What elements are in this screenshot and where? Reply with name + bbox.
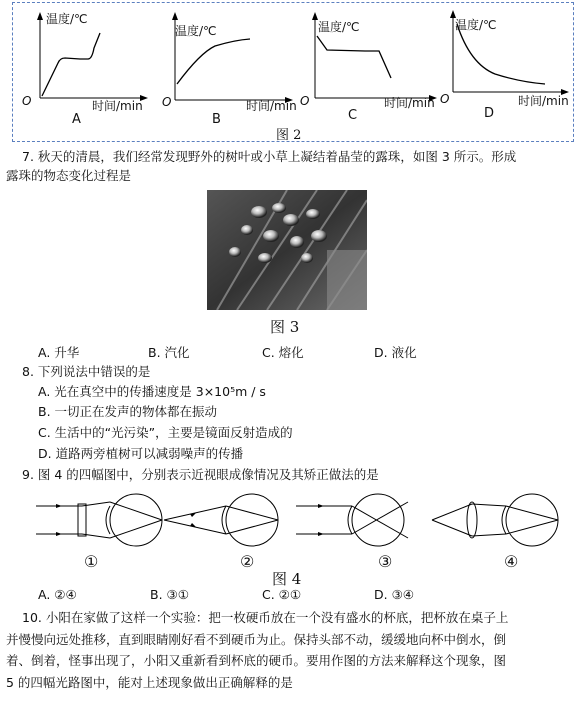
- graph-a-curve: [42, 33, 100, 96]
- figure-2-caption: 图 2: [276, 128, 302, 143]
- q9-option-c: C. ②①: [262, 587, 302, 602]
- graph-b-ylabel: 温度/℃: [175, 24, 217, 38]
- eye-2-lens: [222, 506, 226, 534]
- graph-b-y-arrow: [172, 12, 178, 20]
- figure-4-caption: 图 4: [272, 570, 302, 588]
- graph-b-curve: [177, 39, 250, 84]
- graph-a-origin: O: [22, 94, 32, 108]
- q7-line-2: 露珠的物态变化过程是: [6, 168, 132, 183]
- graph-b-xlabel: 时间/min: [246, 99, 297, 113]
- q8-option-d: D. 道路两旁植树可以减弱噪声的传播: [38, 446, 244, 461]
- eye-diagram-3: [296, 488, 426, 554]
- eye-label-2: ②: [240, 552, 255, 571]
- eye-1-concave-lens: [78, 504, 86, 536]
- graph-c-ylabel: 温度/℃: [318, 20, 360, 34]
- graph-c-letter: C: [348, 108, 358, 123]
- q10-line-4: 5 的四幅光路图中，能对上述现象做出正确解释的是: [6, 675, 293, 690]
- eye-1-lens: [106, 506, 110, 534]
- graph-b-origin: O: [162, 95, 172, 109]
- q7-option-a: A. 升华: [38, 345, 80, 360]
- graph-d-origin: O: [440, 92, 450, 106]
- graph-d-curve: [457, 24, 545, 84]
- graph-b-letter: B: [212, 112, 221, 127]
- eye-label-3: ③: [378, 552, 393, 571]
- q7-option-c: C. 熔化: [262, 345, 304, 360]
- q8-option-a: A. 光在真空中的传播速度是 3×10⁵m / s: [38, 384, 266, 399]
- eye-3-lens: [348, 506, 352, 534]
- q7-option-d: D. 液化: [374, 345, 417, 360]
- q9-option-d: D. ③④: [374, 587, 414, 602]
- eye-2-eyeball: [226, 494, 278, 546]
- q9-option-b: B. ③①: [150, 587, 189, 602]
- graph-a-letter: A: [72, 112, 81, 127]
- eye-1-eyeball: [110, 494, 162, 546]
- dewdrop-photo: [207, 190, 367, 310]
- graph-d-ylabel: 温度/℃: [455, 18, 497, 32]
- q10-line-2: 并慢慢向远处推移，直到眼睛刚好看不到硬币为止。保持头部不动，缓缓地向杯中倒水，倒: [6, 632, 507, 647]
- q7-option-b: B. 汽化: [148, 345, 190, 360]
- graph-c-xlabel: 时间/min: [384, 96, 435, 110]
- eye-diagram-4: [430, 488, 570, 554]
- q8-option-c: C. 生活中的“光污染”，主要是镜面反射造成的: [38, 425, 293, 440]
- eye-4-lens: [502, 506, 506, 534]
- eye-label-1: ①: [84, 552, 99, 571]
- q10-line-3: 着、倒着，怪事出现了，小阳又重新看到杯底的硬币。要用作图的方法来解释这个现象，图: [6, 653, 507, 668]
- eye-3-eyeball: [352, 494, 404, 546]
- q7-line-1: 7. 秋天的清晨，我们经常发现野外的树叶或小草上凝结着晶莹的露珠，如图 3 所示。形成: [22, 149, 517, 164]
- graph-d-xlabel: 时间/min: [518, 94, 569, 108]
- graph-c-origin: O: [300, 94, 310, 108]
- eye-label-4: ④: [504, 552, 519, 571]
- eye-4-eyeball: [506, 494, 558, 546]
- q10-line-1: 10. 小阳在家做了这样一个实验：把一枚硬币放在一个没有盛水的杯底，把杯放在桌子上: [22, 610, 509, 625]
- graph-d-letter: D: [484, 106, 495, 121]
- graph-a-y-arrow: [37, 12, 43, 20]
- q8-option-b: B. 一切正在发声的物体都在振动: [38, 404, 218, 419]
- graph-c-curve: [317, 36, 391, 78]
- eye-4-convex-lens: [467, 502, 477, 538]
- eye-diagram-2: [160, 488, 290, 554]
- q8-stem: 8. 下列说法中错误的是: [22, 364, 151, 379]
- q9-stem: 9. 图 4 的四幅图中，分别表示近视眼成像情况及其矫正做法的是: [22, 467, 379, 482]
- q9-option-a: A. ②④: [38, 587, 77, 602]
- figure-3-caption: 图 3: [270, 318, 300, 336]
- graph-a-ylabel: 温度/℃: [46, 12, 88, 26]
- eye-diagram-1: [36, 488, 166, 554]
- graph-a-xlabel: 时间/min: [92, 99, 143, 113]
